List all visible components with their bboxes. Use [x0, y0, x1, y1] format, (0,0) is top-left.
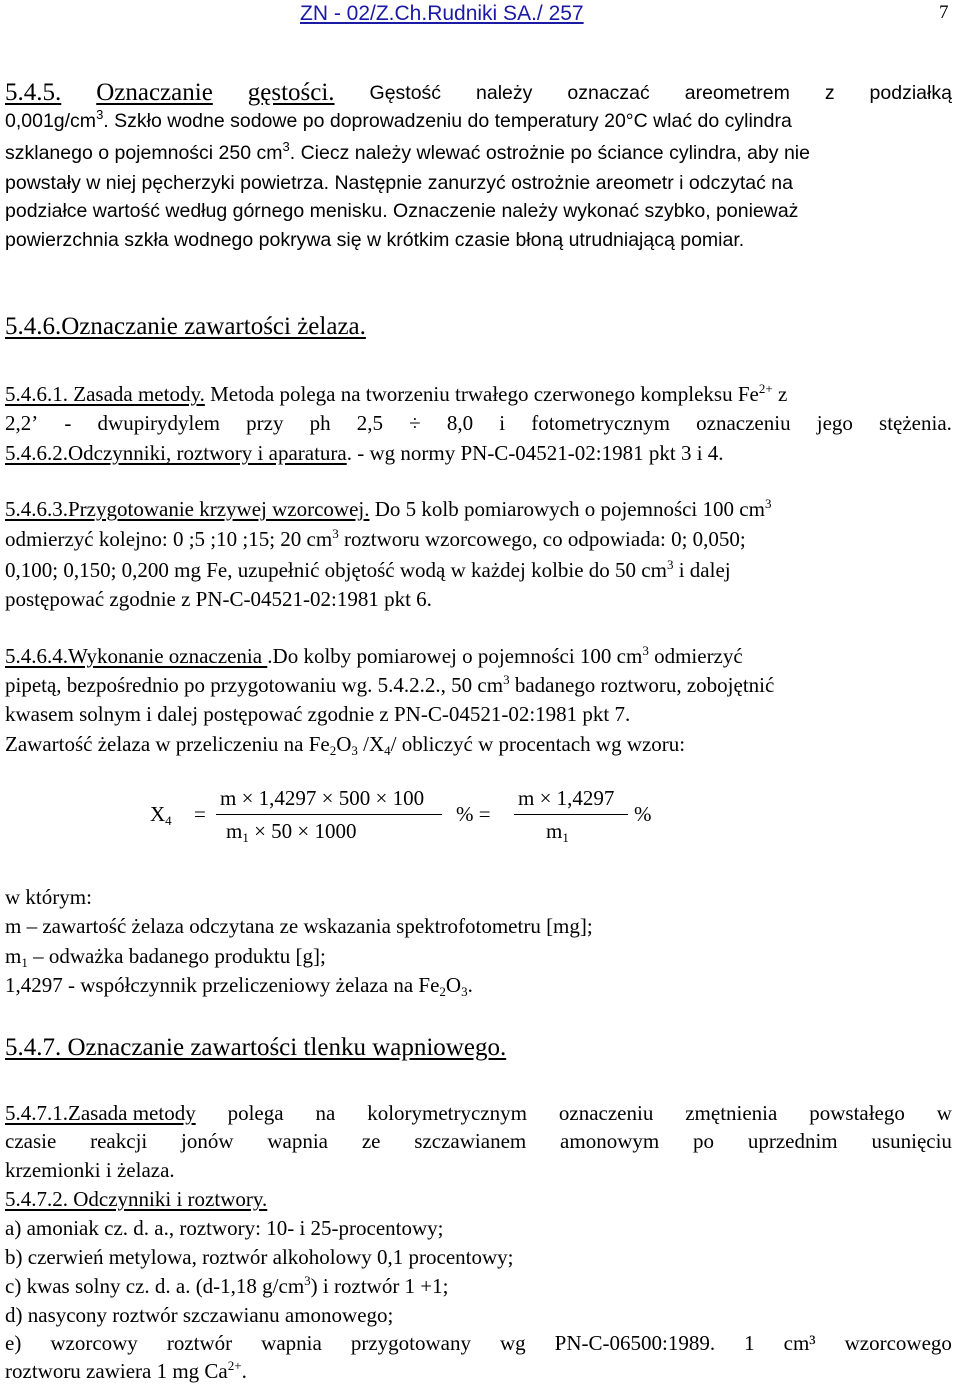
section-number: 5.4.5.: [5, 79, 62, 106]
text: roztworu zawiera 1 mg Ca: [5, 1359, 228, 1383]
text: / obliczyć w procentach wg wzoru:: [390, 732, 686, 756]
text-word: 1: [744, 1331, 755, 1355]
superscript: 2+: [758, 381, 773, 396]
text-word: PN-C-06500:1989.: [554, 1331, 716, 1355]
text-word: areometrem: [684, 82, 790, 104]
text-word: wzorcowego: [844, 1331, 952, 1355]
text: . Szkło wodne sodowe po doprowadzeniu do temperatury 20°C wlać do cylindra: [103, 110, 792, 132]
text: c) kwas solny cz. d. a. (d-1,18 g/cm: [5, 1274, 305, 1298]
superscript: 3: [503, 672, 510, 687]
text-word: reakcji: [90, 1129, 148, 1153]
text-word: -: [64, 411, 72, 435]
subscript: 3: [351, 743, 358, 758]
paragraph-line: powierzchnia szkła wodnego pokrywa się w krótkim czasie błoną utrudniającą pomiar.: [5, 229, 745, 251]
page-number: 7: [939, 2, 949, 23]
subscript: 4: [384, 743, 391, 758]
text: Zawartość żelaza w przeliczeniu na Fe: [5, 732, 330, 756]
subheading: 5.4.6.1. Zasada metody.: [5, 382, 205, 406]
reagent-item-a: a) amoniak cz. d. a., roztwory: 10- i 25-procentowy;: [5, 1216, 444, 1240]
subscript: 2: [439, 984, 446, 999]
principle-line-justified: [5, 1100, 952, 1126]
text-word: wapnia: [267, 1129, 329, 1153]
text-word: oznaczać: [567, 82, 650, 104]
text-word: 2,5: [356, 411, 384, 435]
formula-numerator-2: m × 1,4297: [518, 786, 615, 810]
reagents-line: [5, 440, 724, 466]
text-word: w: [936, 1101, 952, 1125]
reagent-item-e: [5, 1358, 247, 1387]
text: Metoda polega na tworzeniu trwałego czerwonego kompleksu Fe: [204, 382, 759, 406]
text-word: należy: [476, 82, 533, 104]
superscript: 3: [666, 557, 674, 572]
heading-text: 5.4.6.Oznaczanie zawartości żelaza.: [5, 313, 366, 340]
text: . - wg normy PN-C-04521-02:1981 pkt 3 i 4.: [346, 441, 724, 465]
subscript: 2: [329, 743, 337, 758]
text: .: [467, 973, 473, 997]
text-word: ph: [309, 411, 331, 435]
reagent-item-b: b) czerwień metylowa, roztwór alkoholowy 0,1 procentowy;: [5, 1245, 514, 1269]
text: O: [445, 973, 462, 997]
procedure-line: [5, 731, 685, 760]
formula-lhs: $X_4$: [150, 802, 172, 828]
calibration-line: [5, 526, 746, 555]
text-word: 8,0: [446, 411, 474, 435]
text-word: powstałego: [809, 1101, 905, 1125]
text: szklanego o pojemności 250 cm: [5, 142, 283, 164]
text: roztworu wzorcowego, co odpowiada: 0; 0,050;: [338, 527, 746, 551]
text-word: przygotowany: [350, 1331, 471, 1355]
superscript: 3: [764, 496, 772, 511]
text-word: cm³: [783, 1331, 816, 1355]
legend-m: m – zawartość żelaza odczytana ze wskazania spektrofotometru [mg];: [5, 914, 593, 938]
text-word: 2,2’: [5, 411, 39, 435]
divide-symbol: ÷: [409, 411, 421, 435]
density-heading-line: [5, 78, 952, 108]
text: z: [772, 382, 788, 406]
formula-numerator: m × 1,4297 × 500 × 100: [220, 786, 425, 810]
text-word: zmętnienia: [685, 1101, 778, 1125]
text: Do 5 kolb pomiarowych o pojemności 100 cm: [369, 497, 765, 521]
heading-word: Oznaczanie: [96, 79, 213, 106]
formula-equals: =: [194, 802, 206, 826]
paragraph-line: powstały w niej pęcherzyki powietrza. Następnie zanurzyć ostrożnie areometr i odczytać na: [5, 172, 793, 194]
text: /X: [357, 732, 385, 756]
principle-line: krzemionki i żelaza.: [5, 1158, 175, 1182]
procedure-line: kwasem solnym i dalej postępować zgodnie z PN-C-04521-02:1981 pkt 7.: [5, 702, 631, 726]
text: O: [336, 732, 352, 756]
subheading: 5.4.6.4.Wykonanie oznaczenia: [5, 644, 268, 668]
subheading: 5.4.6.3.Przygotowanie krzywej wzorcowej.: [5, 497, 370, 521]
subheading: 5.4.7.1.Zasada metody: [5, 1101, 196, 1125]
text: .Do kolby pomiarowej o pojemności 100 cm: [267, 644, 643, 668]
text-word: z: [824, 82, 835, 104]
paragraph-line: podziałce wartość według górnego menisku. Oznaczenie należy wykonać szybko, ponieważ: [5, 200, 799, 222]
text: 0,100; 0,150; 0,200 mg Fe, uzupełnić objętość wodą w każdej kolbie do 50 cm: [5, 558, 667, 582]
text-word: oznaczeniu: [696, 411, 791, 435]
iron-formula: [150, 786, 650, 846]
text-word: Gęstość: [369, 82, 442, 104]
superscript: 3: [642, 643, 649, 658]
formula-denominator-2: $m_1$: [546, 819, 569, 845]
iron-section-heading: [5, 312, 366, 342]
formula-denominator: $m_1 \times 50 \times 1000$: [226, 819, 357, 845]
superscript: 2+: [227, 1358, 242, 1373]
superscript: 3: [332, 526, 339, 541]
text-word: uprzednim: [747, 1129, 838, 1153]
text-word: dwupirydylem: [97, 411, 221, 435]
text-word: przy: [246, 411, 284, 435]
text-word: podziałką: [869, 82, 952, 104]
method-line: [5, 381, 787, 410]
subheading: 5.4.6.2.Odczynniki, roztwory i aparatura: [5, 441, 347, 465]
text: pipetą, bezpośrednio po przygotowaniu wg. 5.4.2.2., 50 cm: [5, 673, 504, 697]
text: m: [5, 944, 22, 968]
fraction-bar: [216, 814, 442, 815]
principle-line-justified: [5, 1128, 952, 1154]
text: . Ciecz należy wlewać ostrożnie po ściance cylindra, aby nie: [289, 142, 810, 164]
text: badanego roztworu, zobojętnić: [509, 673, 775, 697]
subscript: 1: [21, 955, 28, 970]
calibration-line: [5, 557, 731, 586]
text-word: czasie: [5, 1129, 57, 1153]
heading-word: gęstości.: [247, 79, 335, 106]
heading-text: 5.4.7. Oznaczanie zawartości tlenku wapniowego.: [5, 1034, 507, 1061]
text-word: roztwór: [166, 1331, 233, 1355]
legend-factor: [5, 972, 473, 1001]
text-word: szczawianem: [414, 1129, 527, 1153]
legend-m1: [5, 943, 326, 972]
text: – odważka badanego produktu [g];: [27, 944, 326, 968]
text-word: e): [5, 1331, 22, 1355]
reagent-item-d: d) nasycony roztwór szczawianu amonowego;: [5, 1303, 394, 1327]
paragraph-line: [5, 140, 810, 168]
text-word: wzorcowy: [50, 1331, 138, 1355]
text: odmierzyć: [648, 644, 743, 668]
calibration-line: [5, 496, 771, 525]
reagents-heading: [5, 1186, 267, 1212]
calibration-line: postępować zgodnie z PN-C-04521-02:1981 pkt 6.: [5, 587, 432, 611]
paragraph-line: [5, 108, 792, 136]
text-word: oznaczeniu: [558, 1101, 654, 1125]
text: odmierzyć kolejno: 0 ;5 ;10 ;15; 20 cm: [5, 527, 333, 551]
formula-percent-equals: % =: [456, 802, 491, 826]
legend-intro: w którym:: [5, 885, 92, 909]
text-word: amonowym: [560, 1129, 660, 1153]
page-header-link[interactable]: ZN - 02/Z.Ch.Rudniki SA./ 257: [300, 2, 584, 25]
procedure-line: [5, 643, 743, 672]
reagent-item-c: [5, 1273, 448, 1302]
subheading: 5.4.7.2. Odczynniki i roztwory.: [5, 1187, 268, 1211]
text: i dalej: [673, 558, 731, 582]
text: ) i roztwór 1 +1;: [310, 1274, 449, 1298]
formula-percent: %: [634, 802, 652, 826]
text-word: usunięciu: [871, 1129, 952, 1153]
text-word: kolorymetrycznym: [367, 1101, 527, 1125]
reagent-item-e-justified: [5, 1330, 952, 1356]
superscript: 3: [282, 139, 290, 154]
superscript: 3: [96, 107, 104, 122]
lime-section-heading: [5, 1033, 506, 1063]
text-word: jego: [816, 411, 853, 435]
fraction-bar: [514, 814, 628, 815]
text: 1,4297 - współczynnik przeliczeniowy żelaza na Fe: [5, 973, 440, 997]
subscript: 3: [461, 984, 468, 999]
text-word: i: [499, 411, 506, 435]
text-word: po: [693, 1129, 715, 1153]
procedure-line: [5, 672, 774, 701]
method-line-justified: [5, 410, 952, 436]
text-word: fotometrycznym: [531, 411, 670, 435]
text-word: wapnia: [261, 1331, 322, 1355]
text: 0,001g/cm: [5, 110, 97, 132]
text-word: stężenia.: [879, 411, 952, 435]
text-word: wg: [499, 1331, 526, 1355]
text: .: [241, 1359, 247, 1383]
text-word: jonów: [181, 1129, 234, 1153]
text-word: polega: [227, 1101, 284, 1125]
text-word: na: [315, 1101, 336, 1125]
text-word: ze: [361, 1129, 381, 1153]
superscript: 3: [304, 1273, 311, 1288]
